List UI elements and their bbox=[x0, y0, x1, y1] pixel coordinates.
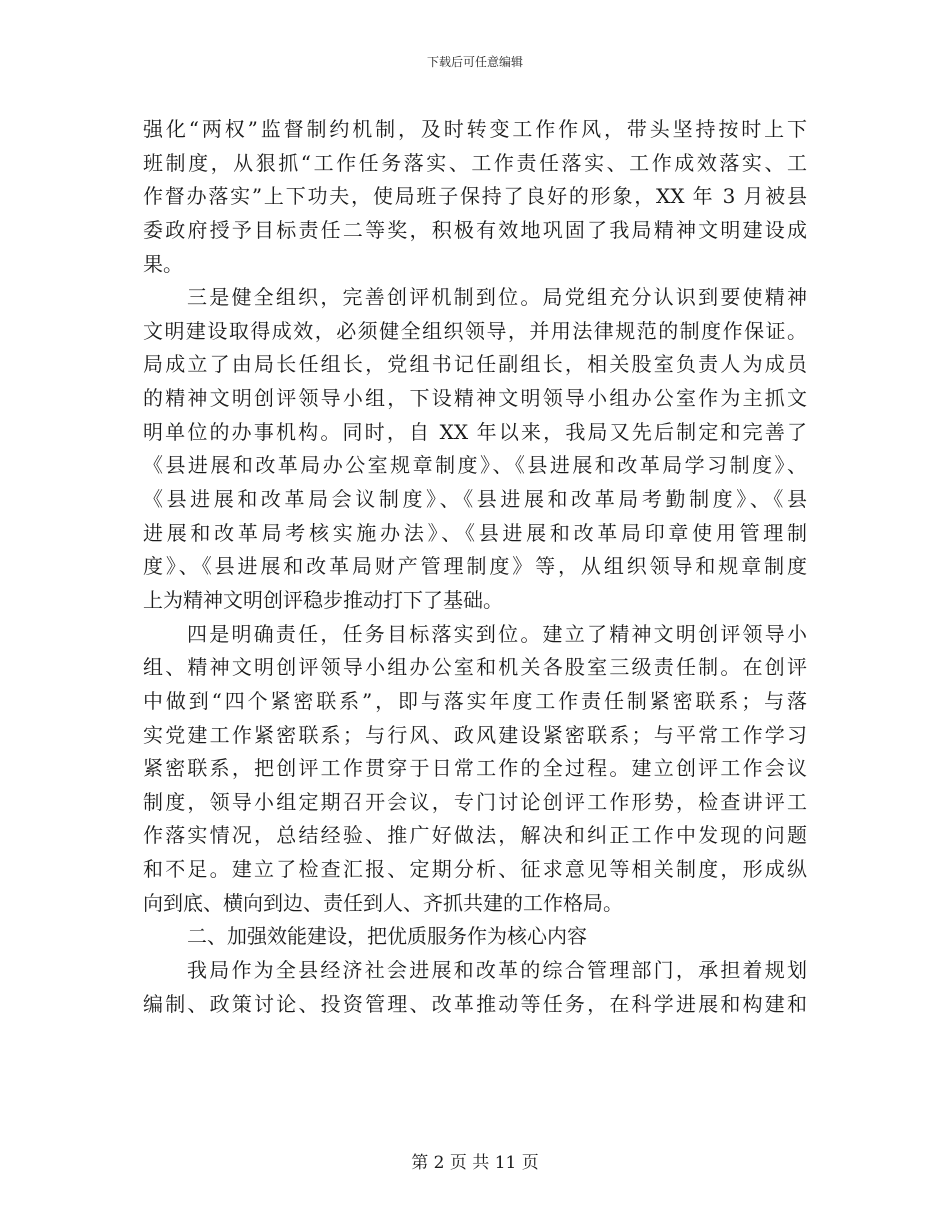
body-line: 明单位的办事机构。同时，自 XX 年以来，我局又先后制定和完善了 bbox=[143, 419, 807, 444]
body-line: 作督办落实”上下功夫，使局班子保持了良好的形象，XX 年 3 月被县 bbox=[143, 184, 807, 209]
section-heading: 二、加强效能建设，把优质服务作为核心内容 bbox=[187, 924, 587, 949]
body-line: 紧密联系，把创评工作贯穿于日常工作的全过程。建立创评工作会议 bbox=[143, 756, 807, 781]
body-line: 制度，领导小组定期召开会议，专门讨论创评工作形势，检查讲评工 bbox=[143, 789, 807, 814]
body-line: 班制度，从狠抓“工作任务落实、工作责任落实、工作成效落实、工 bbox=[143, 150, 807, 175]
document-body bbox=[143, 113, 807, 1021]
body-line: 向到底、横向到边、责任到人、齐抓共建的工作格局。 bbox=[143, 890, 623, 915]
body-line: 我局作为全县经济社会进展和改革的综合管理部门，承担着规划 bbox=[187, 958, 807, 983]
body-line: 三是健全组织，完善创评机制到位。局党组充分认识到要使精神 bbox=[187, 285, 807, 310]
body-line: 作落实情况，总结经验、推广好做法，解决和纠正工作中发现的问题 bbox=[143, 823, 807, 848]
body-line: 局成立了由局长任组长，党组书记任副组长，相关股室负责人为成员 bbox=[143, 352, 807, 377]
body-line: 文明建设取得成效，必须健全组织领导，并用法律规范的制度作保证。 bbox=[143, 318, 807, 343]
body-line: 编制、政策讨论、投资管理、改革推动等任务，在科学进展和构建和 bbox=[143, 991, 807, 1016]
body-line: 进展和改革局考核实施办法》、《县进展和改革局印章使用管理制 bbox=[143, 520, 807, 545]
body-line: 上为精神文明创评稳步推动打下了基础。 bbox=[143, 587, 503, 612]
body-line: 度》、《县进展和改革局财产管理制度》等，从组织领导和规章制度 bbox=[143, 554, 807, 579]
body-line: 强化“两权”监督制约机制，及时转变工作作风，带头坚持按时上下 bbox=[143, 117, 807, 141]
body-line: 《县进展和改革局会议制度》、《县进展和改革局考勤制度》、《县 bbox=[143, 487, 807, 512]
body-line: 组、精神文明创评领导小组办公室和机关各股室三级责任制。在创评 bbox=[143, 655, 807, 680]
body-line: 四是明确责任，任务目标落实到位。建立了精神文明创评领导小 bbox=[187, 621, 807, 646]
body-line: 的精神文明创评领导小组，下设精神文明领导小组办公室作为主抓文 bbox=[143, 386, 807, 411]
body-line: 果。 bbox=[143, 251, 183, 276]
body-line: 实党建工作紧密联系；与行风、政风建设紧密联系；与平常工作学习 bbox=[143, 722, 807, 747]
body-line: 《县进展和改革局办公室规章制度》、《县进展和改革局学习制度》、 bbox=[143, 453, 807, 478]
body-line: 和不足。建立了检查汇报、定期分析、征求意见等相关制度，形成纵 bbox=[143, 857, 807, 882]
body-line: 中做到“四个紧密联系”，即与落实年度工作责任制紧密联系；与落 bbox=[143, 688, 807, 713]
page-number-footer: 第 2 页 共 11 页 bbox=[411, 1153, 539, 1173]
body-line: 委政府授予目标责任二等奖，积极有效地巩固了我局精神文明建设成 bbox=[143, 217, 807, 242]
header-note: 下载后可任意编辑 bbox=[426, 55, 523, 69]
